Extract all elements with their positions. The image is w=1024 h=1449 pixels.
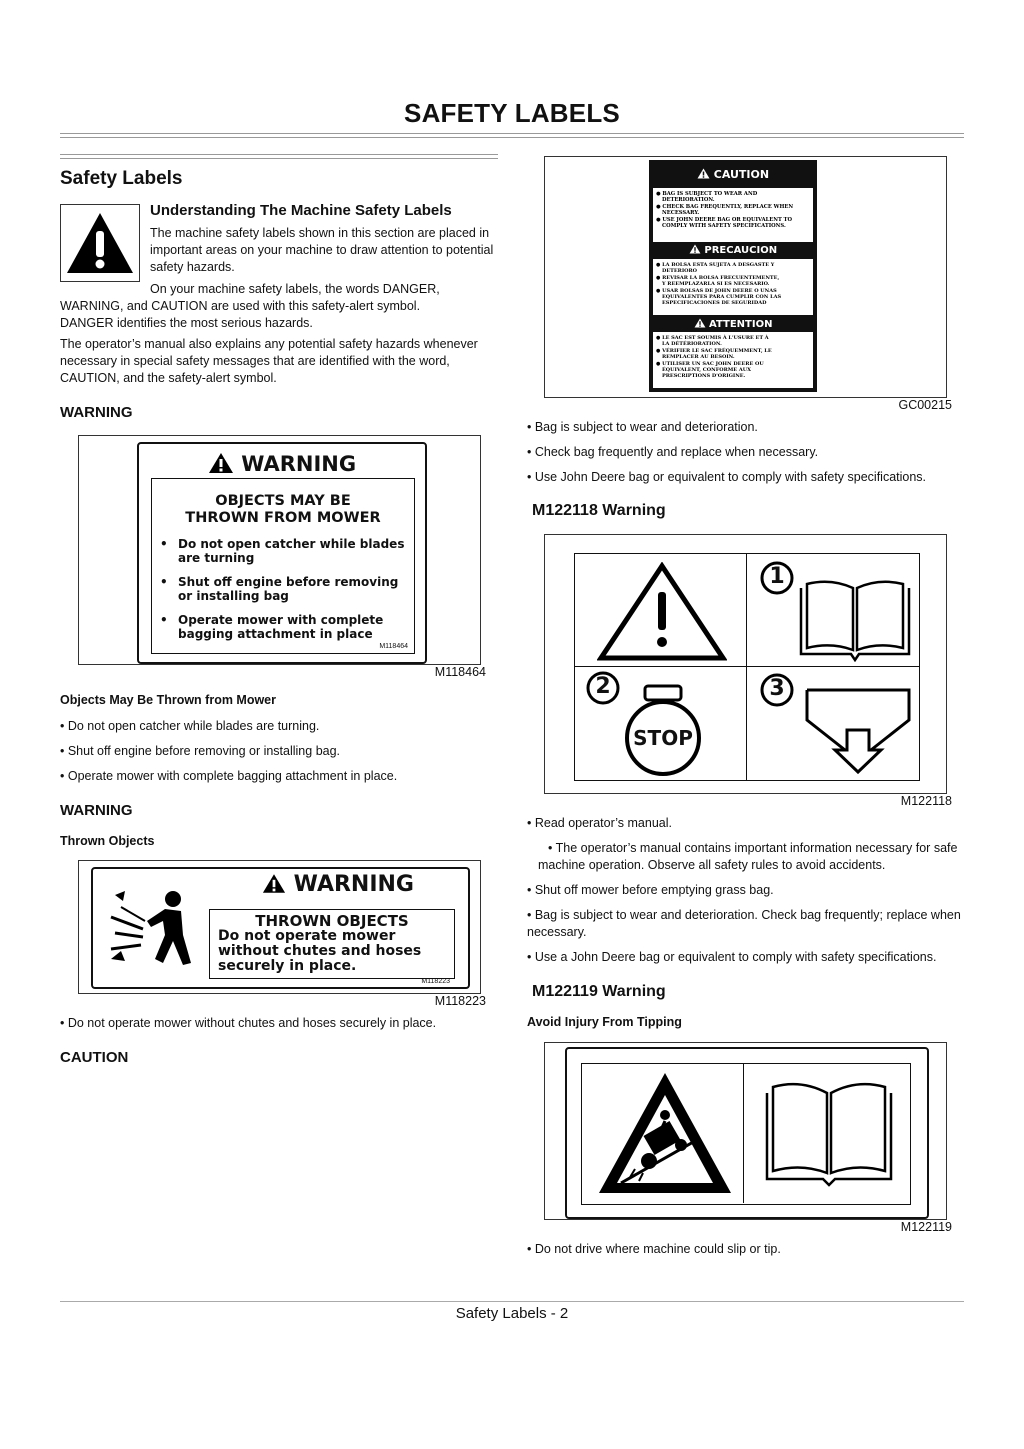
warning1-item: • Shut off engine before removing or installing bag [160, 575, 399, 603]
understanding-p1: The machine safety labels shown in this section are placed in important areas on your machine to draw attention to potential safety hazards. [150, 226, 494, 274]
m122119-heading: M122119 Warning [532, 983, 666, 1000]
empty-bag-arrow-icon [803, 686, 913, 778]
understanding-title: Understanding The Machine Safety Labels [150, 202, 452, 219]
header-rule-bottom [60, 137, 964, 138]
m122118-bullet: • The operator’s manual contains important information necessary for safe machine operation. Observe all safety rules to avoid accidents. [538, 841, 958, 872]
warning1-item: • Do not open catcher while blades are turning [160, 537, 405, 565]
warning2-line: Do not operate mower [218, 928, 396, 944]
caution-bullet: • Bag is subject to wear and deterioration. [527, 420, 758, 434]
warning-triangle-icon [689, 244, 701, 257]
warning2-part-number: M118223 [421, 978, 450, 985]
warning1-title-1: OBJECTS MAY BE [215, 493, 351, 509]
column-rule-bottom [60, 158, 498, 159]
warning1-part-number: M118464 [379, 643, 408, 650]
caution-banner-en: CAUTION [649, 168, 817, 182]
caution-fig-id: GC00215 [898, 398, 952, 412]
warning1-banner-text: WARNING [241, 452, 357, 476]
caution-decal [649, 160, 817, 392]
m122118-fig-id: M122118 [900, 794, 952, 808]
warning1-bullet: • Operate mower with complete bagging attachment in place. [60, 769, 398, 783]
m122118-bullet: • Shut off mower before emptying grass bag. [527, 883, 774, 897]
caution-banner-fr: ATTENTION [649, 318, 817, 331]
m122118-figure [544, 534, 947, 794]
m122118-bullet: • Use a John Deere bag or equivalent to comply with safety specifications. [527, 950, 937, 964]
warning2-figure [78, 860, 481, 994]
warning-triangle-icon [597, 562, 727, 662]
caution-en-text: ● BAG IS SUBJECT TO WEAR AND DETERIORATION. ● CHECK BAG FREQUENTLY, REPLACE WHEN NECESSARY. ● USE JOHN DEERE BAG OR EQUIVALENT TO COMPLY WITH SAFETY SPECIFICATIONS. [653, 188, 813, 242]
stop-sign-icon: STOP [623, 684, 703, 776]
warning1-figure [78, 435, 481, 665]
m122118-decal [574, 553, 920, 781]
warning-triangle-icon [208, 452, 234, 479]
section-title: Safety Labels [60, 168, 183, 189]
warning-triangle-icon [697, 168, 710, 182]
warning2-subtitle: Thrown Objects [60, 834, 155, 848]
m122118-bullet: • Read operator’s manual. [527, 816, 672, 830]
step-2-circle-icon: 2 [585, 670, 621, 706]
page-title: SAFETY LABELS [404, 98, 620, 128]
step-1-circle-icon: 1 [759, 560, 795, 596]
caution-figure [544, 156, 947, 398]
page-number: Safety Labels - 2 [455, 1305, 569, 1322]
m122119-decal [565, 1047, 929, 1219]
caution-heading: CAUTION [60, 1049, 129, 1066]
warning2-bullet: • Do not operate mower without chutes and hoses securely in place. [60, 1016, 437, 1030]
column-rule-top [60, 154, 498, 155]
step-3-circle-icon: 3 [759, 672, 795, 708]
warning1-item: • Operate mower with complete bagging attachment in place [160, 613, 384, 641]
m122118-bullet: • Bag is subject to wear and deterioration. Check bag frequently; replace when necessary. [527, 908, 961, 939]
safety-alert-icon [60, 204, 140, 282]
caution-bullet: • Check bag frequently and replace when necessary. [527, 445, 819, 459]
warning2-heading: WARNING [60, 802, 133, 819]
m122119-bullet: • Do not drive where machine could slip or tip. [527, 1242, 781, 1256]
warning1-bullet: • Shut off engine before removing or installing bag. [60, 744, 341, 758]
warning-triangle-icon [694, 318, 706, 331]
warning1-fig-id: M118464 [434, 665, 486, 679]
warning1-banner [139, 452, 425, 479]
tipping-hazard-icon [595, 1069, 735, 1197]
warning2-banner [213, 872, 463, 900]
warning2-fig-id: M118223 [434, 994, 486, 1008]
thrown-objects-person-icon [107, 887, 201, 971]
header-rule-top [60, 133, 964, 134]
m122119-subtitle: Avoid Injury From Tipping [527, 1015, 682, 1029]
caution-banner-es: PRECAUCION [649, 244, 817, 257]
caution-bullet: • Use John Deere bag or equivalent to comply with safety specifications. [527, 470, 927, 484]
m122119-figure [544, 1042, 947, 1220]
warning1-body [151, 478, 415, 654]
warning1-subtitle: Objects May Be Thrown from Mower [60, 693, 277, 707]
warning2-title: THROWN OBJECTS [255, 912, 409, 930]
footer-rule [60, 1301, 964, 1302]
warning-triangle-icon [262, 873, 286, 900]
book-icon [797, 580, 913, 662]
understanding-p3: The operator’s manual also explains any potential safety hazards whenever necessary in special safety messages that are identified with the word, CAUTION, and the safety-alert symbol. [60, 337, 478, 385]
warning1-heading: WARNING [60, 404, 133, 421]
warning2-body [209, 909, 455, 979]
caution-es-text: ● LA BOLSA ESTA SUJETA A DESGASTE Y DETERIORO ● REVISAR LA BOLSA FRECUENTEMENTE, Y REEMPLAZARLA SI ES NECESARIO. ● USAR BOLSAS DE JOHN DEERE O UNAS EQUIVALENTES PARA CUMPLIR CON LAS ESPECIFICACIONES DE SEGURIDAD [653, 259, 813, 315]
m122118-heading: M122118 Warning [532, 502, 666, 519]
book-icon [761, 1081, 897, 1191]
m122119-fig-id: M122119 [900, 1220, 952, 1234]
warning1-title-2: THROWN FROM MOWER [185, 510, 381, 526]
understanding-p2b: WARNING, and CAUTION are used with this safety-alert symbol. DANGER identifies the most serious hazards. [60, 299, 421, 330]
warning2-decal [91, 867, 470, 989]
warning2-banner-text: WARNING [293, 872, 414, 897]
warning1-decal [137, 442, 427, 664]
understanding-p2a: On your machine safety labels, the words DANGER, [150, 282, 440, 296]
warning2-line: securely in place. [218, 958, 357, 974]
caution-fr-text: ● LE SAC EST SOUMIS À L'USURE ET À LA DÉTÉRIORATION. ● VÉRIFIER LE SAC FRÉQUEMMENT, LE REMPLACER AU BESOIN. ● UTILISER UN SAC JOHN DEERE OU ÉQUIVALENT, CONFORME AUX PRESCRIPTIONS D'ORIGINE. [653, 332, 813, 388]
warning1-bullet: • Do not open catcher while blades are turning. [60, 719, 320, 733]
warning2-line: without chutes and hoses [218, 943, 422, 959]
